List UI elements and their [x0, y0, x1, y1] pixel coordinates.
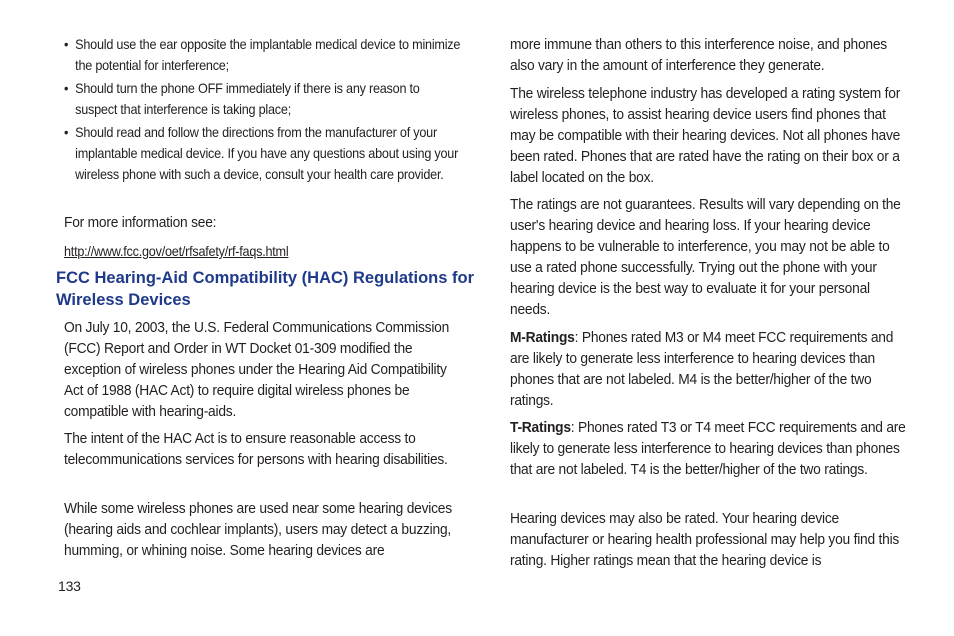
- paragraph: The intent of the HAC Act is to ensure reasonable access to telecommunications services for persons with hearing disabilities.: [64, 430, 448, 468]
- paragraph: On July 10, 2003, the U.S. Federal Communications Commission (FCC) Report and Order in WT Docket 01-309 modified the exception of wireless phones under the Hearing Aid Compatibility Act of 1988 (HAC Act) to require digital wireless phones be compatible with hearing-aids.: [64, 319, 450, 420]
- paragraph: Hearing devices may also be rated. Your hearing device manufacturer or hearing health professional may help you find this rating. Higher ratings mean that the hearing device is: [510, 510, 900, 569]
- list-item: [64, 122, 464, 185]
- paragraph: While some wireless phones are used near some hearing devices (hearing aids and cochlear implants), users may detect a buzzing, humming, or whining noise. Some hearing devices are: [64, 500, 452, 559]
- bullet-marker: •: [64, 37, 69, 52]
- paragraph: The wireless telephone industry has developed a rating system for wireless phones, to assist hearing device users find phones that may be compatible with their hearing devices. Not all phones have been rated. Phones that are rated have the rating on their box or a label located on the box.: [510, 85, 901, 186]
- more-info-text: For more information see:: [64, 214, 217, 231]
- list-item: [64, 78, 464, 120]
- bullet-marker: •: [64, 81, 69, 96]
- m-ratings-term: M-Ratings: [510, 329, 575, 346]
- bullet-marker: •: [64, 125, 69, 140]
- bullet-list: [64, 34, 464, 187]
- list-item-text: Should turn the phone OFF immediately if there is any reason to suspect that interference is taking place;: [75, 81, 420, 117]
- t-ratings-term: T-Ratings: [510, 419, 571, 436]
- m-ratings-paragraph: [510, 327, 906, 411]
- list-item: [64, 34, 464, 76]
- list-item-text: Should use the ear opposite the implantable medical device to minimize the potential for interference;: [75, 37, 461, 73]
- fcc-faq-link[interactable]: http://www.fcc.gov/oet/rfsafety/rf-faqs.html: [64, 244, 289, 259]
- page-number: 133: [58, 578, 81, 594]
- t-ratings-paragraph: [510, 417, 906, 480]
- list-item-text: Should read and follow the directions from the manufacturer of your implantable medical device. If you have any questions about using your wireless phone with such a device, consult your health care provider.: [75, 125, 459, 182]
- t-ratings-text: : Phones rated T3 or T4 meet FCC requirements and are likely to generate less interference to hearing devices than phones that are not labeled. T4 is the better/higher of the two ratings.: [510, 419, 906, 478]
- paragraph: The ratings are not guarantees. Results will vary depending on the user's hearing device and hearing loss. If your hearing device happens to be vulnerable to interference, you may not be able to use a rated phone successfully. Trying out the phone with your hearing device is the best way to evaluate it for your personal needs.: [510, 196, 901, 318]
- paragraph: more immune than others to this interference noise, and phones also vary in the amount of interference they generate.: [510, 36, 887, 74]
- m-ratings-text: : Phones rated M3 or M4 meet FCC requirements and are likely to generate less interference to hearing devices than phones that are not labeled. M4 is the better/higher of the two ratings.: [510, 329, 894, 409]
- section-heading: FCC Hearing-Aid Compatibility (HAC) Regulations for Wireless Devices: [56, 269, 474, 309]
